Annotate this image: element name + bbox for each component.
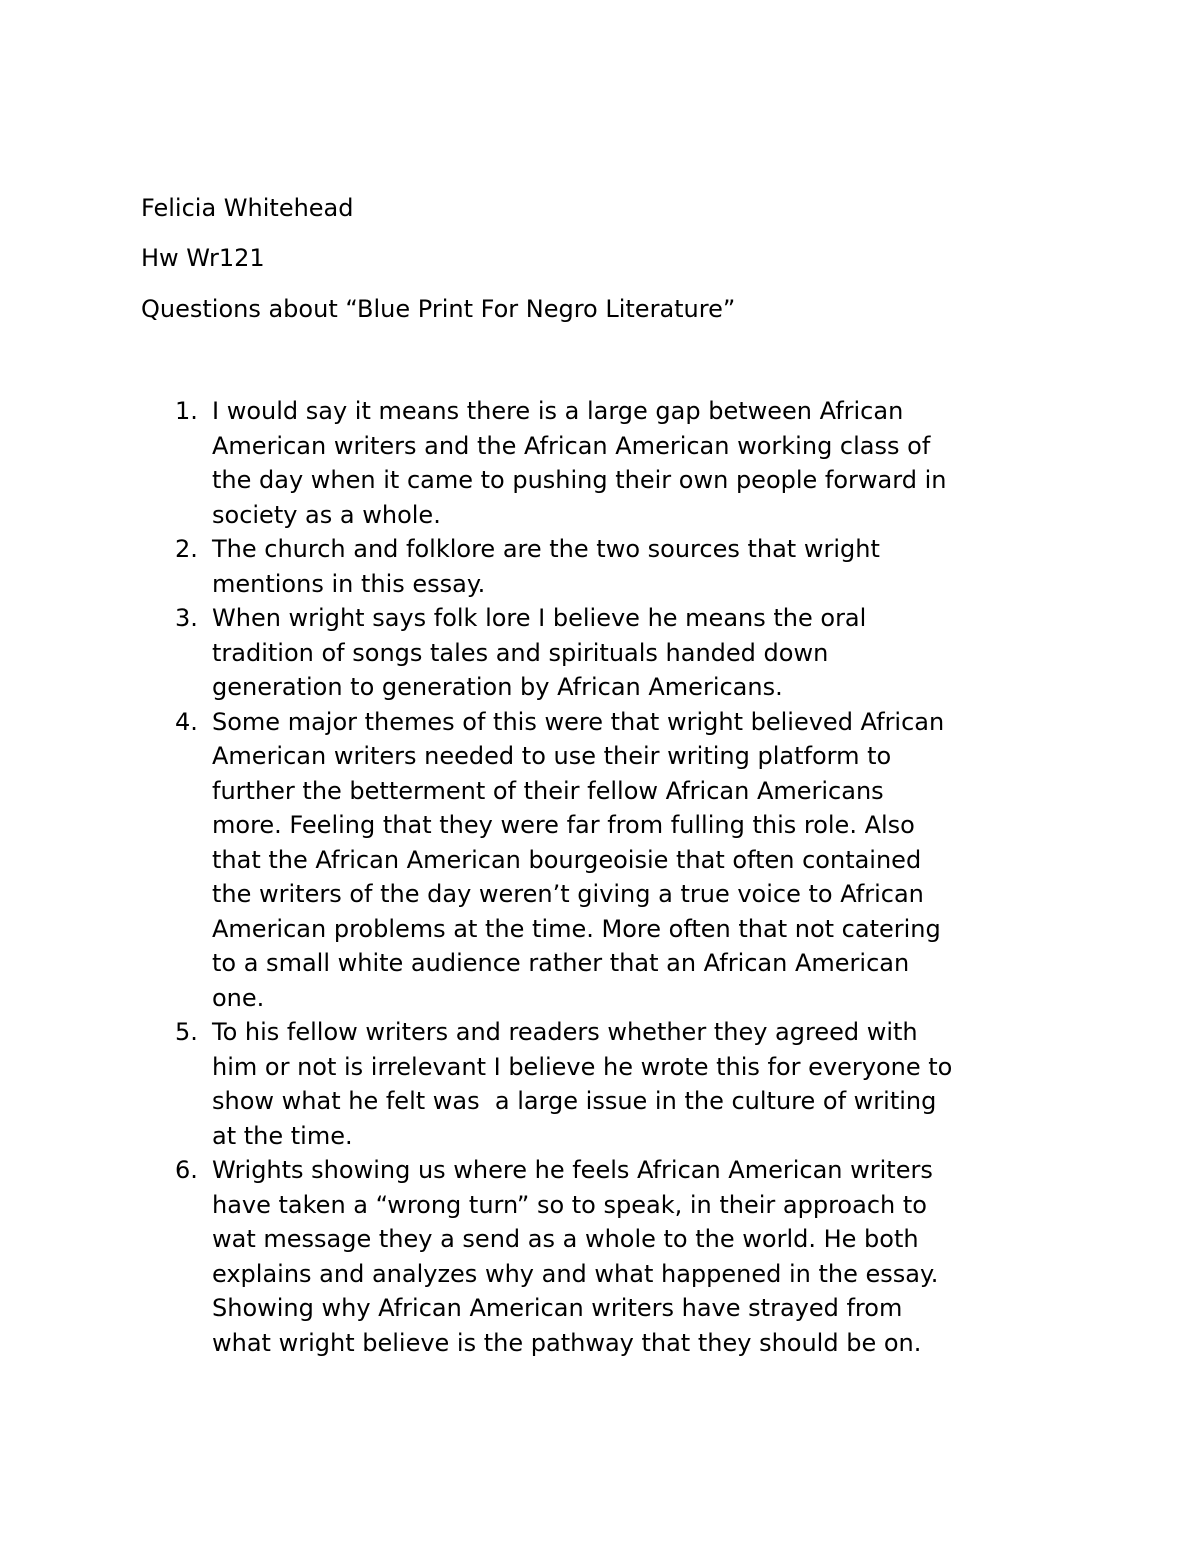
answer-item-1 (141, 394, 1081, 532)
answer-text: I would say it means there is a large gap between African American writers and the African American working class of the day when it came to pushing their own people forward in society as a whole. (212, 397, 947, 529)
answer-item-6 (141, 1153, 1081, 1360)
answer-number: 4. (175, 707, 198, 736)
answer-number: 3. (175, 604, 198, 632)
answer-item-3 (141, 601, 1081, 705)
author-name: Felicia Whitehead (141, 194, 354, 222)
answer-text: Some major themes of this were that wright believed African American writers needed to use their writing platform to further the betterment of their fellow African Americans more. Feeling that they were far from fulling this role. Also that the African American bourgeoisie that often contained the writers of the day weren’t giving a true voice to African American problems at the time. More often that not catering to a small white audience rather that an African American one. (212, 707, 945, 1012)
answer-item-5 (141, 1015, 1081, 1153)
answer-text: The church and folklore are the two sources that wright mentions in this essay. (212, 535, 880, 598)
answer-item-4 (141, 705, 1081, 1016)
document-title: Questions about “Blue Print For Negro Literature” (141, 295, 736, 323)
answer-text: When wright says folk lore I believe he means the oral tradition of songs tales and spirituals handed down generation to generation by African Americans. (212, 604, 867, 701)
answer-number: 2. (175, 535, 198, 563)
answer-number: 1. (175, 397, 198, 425)
course-code: Hw Wr121 (141, 244, 265, 272)
answer-list (141, 394, 1081, 1360)
answer-item-2 (141, 532, 1081, 601)
answer-number: 5. (175, 1018, 198, 1046)
answer-text: To his fellow writers and readers whether they agreed with him or not is irrelevant I believe he wrote this for everyone to show what he felt was a large issue in the culture of writing at the time. (212, 1018, 953, 1150)
answer-text: Wrights showing us where he feels African American writers have taken a “wrong turn” so to speak, in their approach to wat message they a send as a whole to the world. He both explains and analyzes why and what happened in the essay. Showing why African American writers have strayed from what wright believe is the pathway that they should be on. (212, 1156, 939, 1357)
answer-number: 6. (175, 1156, 198, 1184)
